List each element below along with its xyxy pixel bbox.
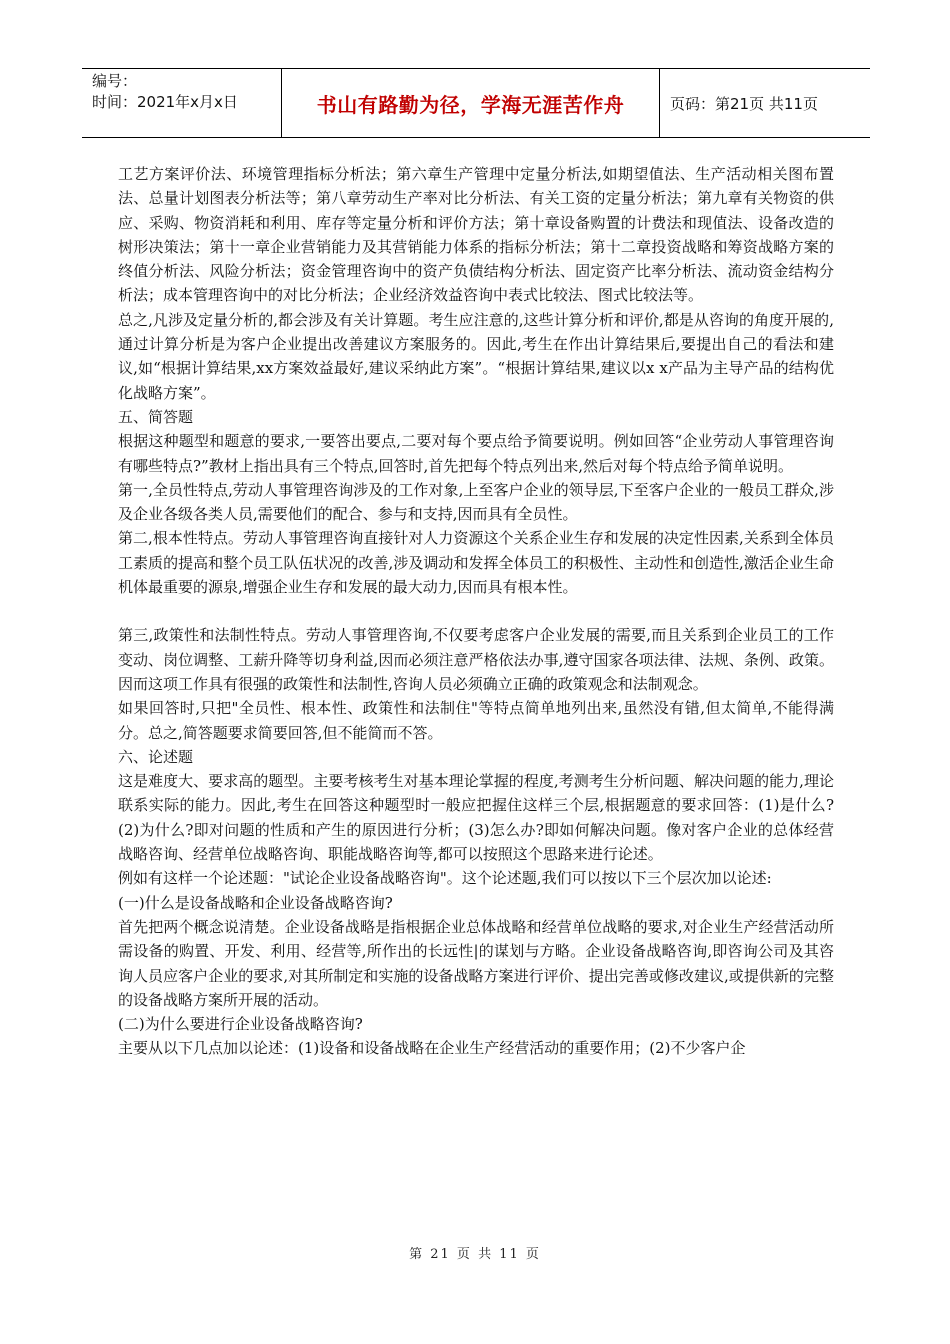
paragraph: 根据这种题型和题意的要求,一要答出要点,二要对每个要点给予简要说明。例如回答“企业劳动人事管理咨询有哪些特点?”教材上指出具有三个特点,回答时,首先把每个特点列出来,然后对每个特点给予简单说明。 — [118, 432, 834, 475]
paragraph: 工艺方案评价法、环境管理指标分析法；第六章生产管理中定量分析法,如期望值法、生产活动相关图布置法、总量计划图表分析法等；第八章劳动生产率对比分析法、有关工资的定量分析法；第九章有关物资的供应、采购、物资消耗和利用、库存等定量分析和评价方法；第十章设备购置的计费法和现值法、设备改造的树形决策法；第十一章企业营销能力及其营销能力体系的指标分析法；第十二章投资战略和筹资战略方案的终值分析法、风险分析法；资金管理咨询中的资产负债结构分析法、固定资产比率分析法、流动资金结构分析法；成本管理咨询中的对比分析法；企业经济效益咨询中表式比较法、图式比较法等。 — [118, 165, 834, 305]
section-heading: 五、简答题 — [118, 407, 194, 426]
header-page-label: 页码：第21页 共11页 — [670, 94, 818, 113]
blank-line — [118, 599, 834, 623]
section-heading: 六、论述题 — [118, 747, 194, 766]
paragraph: 第二,根本性特点。劳动人事管理咨询直接针对人力资源这个关系企业生存和发展的决定性因素,关系到全体员工素质的提高和整个员工队伍状况的改善,涉及调动和发挥全体员工的积极性、主动性和创造性,激活企业生命机体最重要的源泉,增强企业生存和发展的最大动力,因而具有根本性。 — [118, 529, 834, 597]
paragraph: 第一,全员性特点,劳动人事管理咨询涉及的工作对象,上至客户企业的领导层,下至客户企业的一般员工群众,涉及企业各级各类人员,需要他们的配合、参与和支持,因而具有全员性。 — [118, 480, 834, 524]
doc-date-label: 时间：2021年x月x日 — [92, 93, 238, 111]
doc-number-label: 编号： — [92, 72, 138, 90]
header-motto: 书山有路勤为径，学海无涯苦作舟 — [282, 69, 660, 137]
paragraph: 如果回答时,只把"全员性、根本性、政策性和法制住"等特点简单地列出来,虽然没有错,但太简单,不能得满分。总之,简答题要求简要回答,但不能简而不答。 — [118, 699, 834, 742]
header-meta — [82, 69, 282, 137]
sub-heading: (一)什么是设备战略和企业设备战略咨询? — [118, 893, 393, 912]
sub-heading: (二)为什么要进行企业设备战略咨询? — [118, 1015, 363, 1034]
document-body — [118, 162, 834, 1061]
paragraph: 这是难度大、要求高的题型。主要考核考生对基本理论掌握的程度,考测考生分析问题、解决问题的能力,理论联系实际的能力。因此,考生在回答这种题型时一般应把握住这样三个层,根据题意的要求回答：(1)是什么?(2)为什么?即对问题的性质和产生的原因进行分析；(3)怎么办?即如何解决问题。像对客户企业的总体经营战略咨询、经营单位战略咨询、职能战略咨询等,都可以按照这个思路来进行论述。 — [118, 772, 834, 864]
page-footer: 第 21 页 共 11 页 — [409, 1247, 541, 1262]
paragraph: 主要从以下几点加以论述：(1)设备和设备战略在企业生产经营活动的重要作用；(2)不少客户企 — [118, 1039, 746, 1058]
paragraph: 总之,凡涉及定量分析的,都会涉及有关计算题。考生应注意的,这些计算分析和评价,都是从咨询的角度开展的,通过计算分析是为客户企业提出改善建议方案服务的。因此,考生在作出计算结果后,要提出自己的看法和建议,如“根据计算结果,xx方案效益最好,建议采纳此方案”。“根据计算结果,建议以x x产品为主导产品的结构优化战略方案”。 — [118, 310, 834, 402]
paragraph: 例如有这样一个论述题："试论企业设备战略咨询"。这个论述题,我们可以按以下三个层次加以论述: — [118, 869, 772, 888]
page-header — [82, 68, 870, 138]
paragraph: 第三,政策性和法制性特点。劳动人事管理咨询,不仅要考虑客户企业发展的需要,而且关系到企业员工的工作变动、岗位调整、工薪升降等切身利益,因而必须注意严格依法办事,遵守国家各项法律、法规、条例、政策。因而这项工作具有很强的政策性和法制性,咨询人员必须确立正确的政策观念和法制观念。 — [118, 626, 834, 693]
paragraph: 首先把两个概念说清楚。企业设备战略是指根据企业总体战略和经营单位战略的要求,对企业生产经营活动所需设备的购置、开发、利用、经营等,所作出的长远性|的谋划与方略。企业设备战略咨询,即咨询公司及其咨询人员应客户企业的要求,对其所制定和实施的设备战略方案进行评价、提出完善或修改建议,或提供新的完整的设备战略方案所开展的活动。 — [118, 917, 834, 1009]
